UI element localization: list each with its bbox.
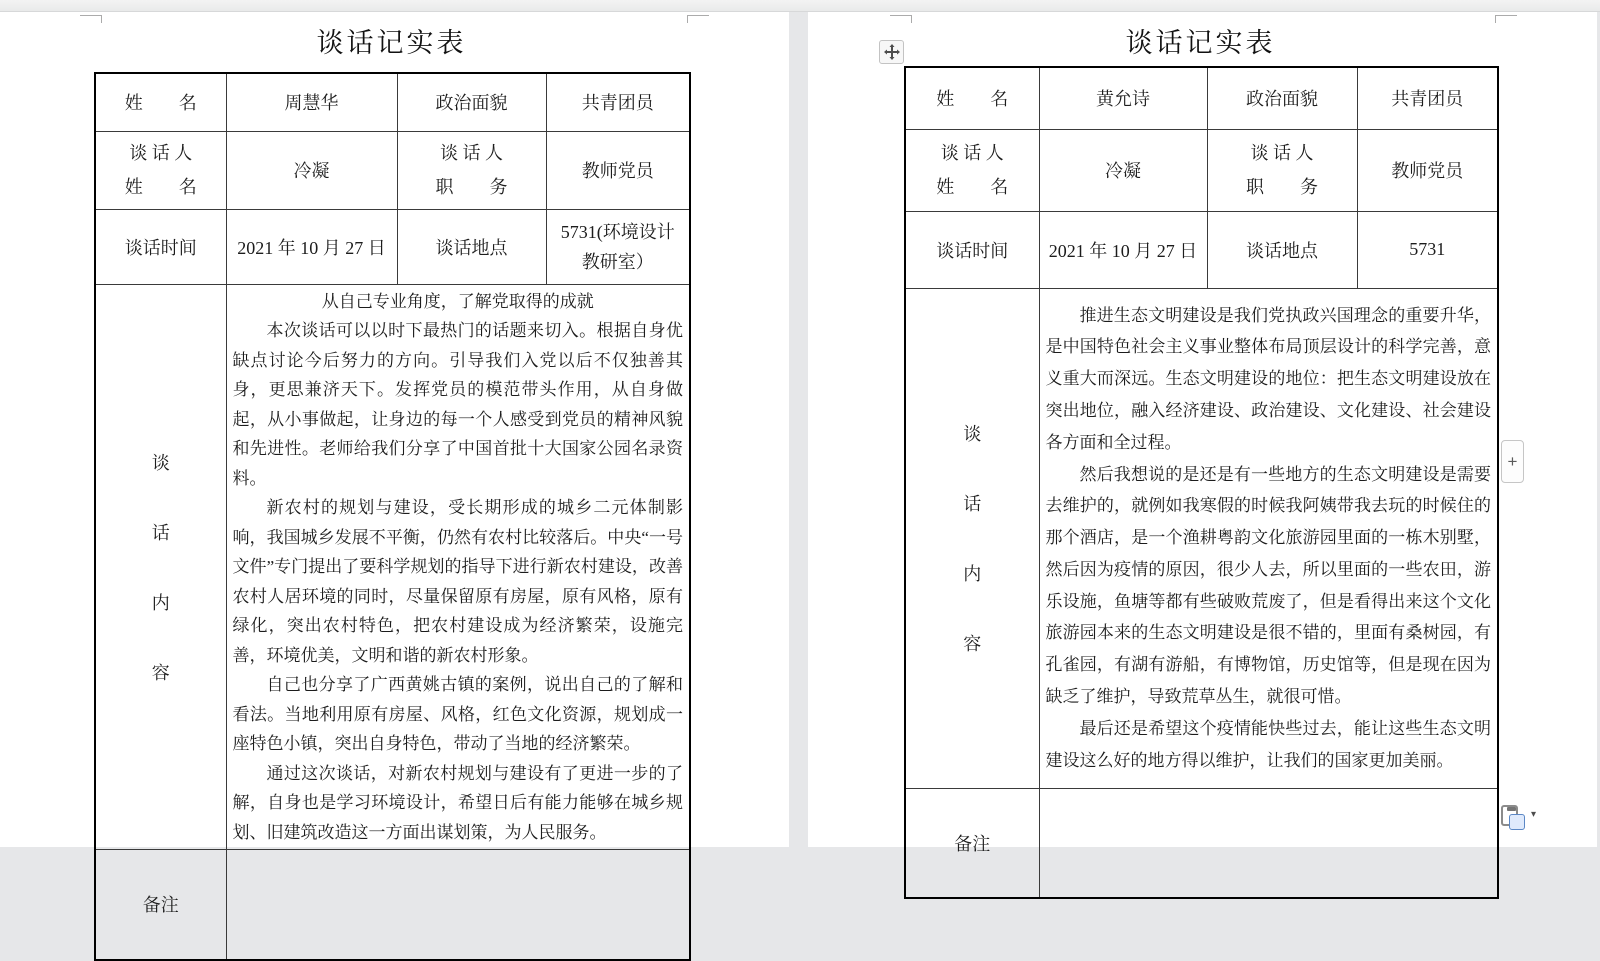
- interviewer-duty-value[interactable]: 教师党员: [1357, 129, 1498, 211]
- move-arrows-icon: [884, 44, 900, 60]
- content-paragraph[interactable]: 自己也分享了广西黄姚古镇的案例，说出自己的了解和看法。当地利用原有房屋、风格，红色文化资源，规划成一座特色小镇，突出自身特色，带动了当地的经济繁荣。: [232, 675, 683, 753]
- political-status-value[interactable]: 共青团员: [546, 73, 690, 131]
- table-row-content: [95, 284, 690, 850]
- content-paragraph[interactable]: 最后还是希望这个疫情能快些过去，能让这些生态文明建设这么好的地方得以维护，让我们的国家更加美丽。: [1045, 718, 1491, 770]
- content-paragraph[interactable]: 然后我想说的是还是有一些地方的生态文明建设是需要去维护的，就例如我寒假的时候我阿姨带我去玩的时候住的那个酒店，是一个渔耕粤韵文化旅游园里面的一栋木别墅，然后因为疫情的原因，很少人去，所以里面的一些农田，游乐设施，鱼塘等都有些破败荒废了，但是看得出来这个文化旅游园本来的生态文明建设是很不错的，里面有桑树园，有孔雀园，有湖有游船，有博物馆，历史馆等，但是现在因为缺乏了维护，导致荒草丛生，就很可惜。: [1045, 464, 1491, 707]
- table-row-remark: [905, 788, 1498, 898]
- table-row-interviewer: [905, 129, 1498, 211]
- table-move-handle[interactable]: [879, 40, 904, 64]
- political-status-label[interactable]: 政治面貌: [397, 73, 546, 131]
- talk-place-value[interactable]: 5731: [1357, 211, 1498, 288]
- clipboard-page-icon: [1509, 814, 1525, 830]
- interviewer-name-value[interactable]: 冷凝: [1039, 129, 1207, 211]
- content-paragraph[interactable]: 新农村的规划与建设，受长期形成的城乡二元体制影响，我国城乡发展不平衡，仍然有农村比较落后。中央“一号文件”专门提出了要科学规划的指导下进行新农村建设，改善农村人居环境的同时，尽量保留原有房屋，原有风格，原有绿化，突出农村特色，把农村建设成为经济繁荣，设施完善，环境优美，文明和谐的新农村形象。: [232, 498, 683, 665]
- remark-label[interactable]: 备注: [95, 850, 226, 960]
- interviewer-name-label[interactable]: 谈 话 人 姓 名: [95, 131, 226, 209]
- table-row-time-place: [95, 209, 690, 284]
- talk-place-label[interactable]: 谈话地点: [1207, 211, 1357, 288]
- political-status-value[interactable]: 共青团员: [1357, 67, 1498, 129]
- content-label[interactable]: 谈 话 内 容: [95, 284, 226, 850]
- interviewer-duty-value[interactable]: 教师党员: [546, 131, 690, 209]
- interviewer-name-label[interactable]: 谈 话 人 姓 名: [905, 129, 1039, 211]
- interviewer-duty-label[interactable]: 谈 话 人 职 务: [397, 131, 546, 209]
- remark-label[interactable]: 备注: [905, 788, 1039, 898]
- page-title[interactable]: 谈话记实表: [1125, 28, 1276, 58]
- table-row-content: [905, 288, 1498, 788]
- table-row-time-place: [905, 211, 1498, 288]
- political-status-label[interactable]: 政治面貌: [1207, 67, 1357, 129]
- talk-time-label[interactable]: 谈话时间: [905, 211, 1039, 288]
- name-value[interactable]: 黄允诗: [1039, 67, 1207, 129]
- add-row-button[interactable]: +: [1501, 440, 1524, 483]
- table-row-name: [905, 67, 1498, 129]
- margin-corner-mark: [1495, 15, 1517, 23]
- document-page-1: [0, 12, 789, 916]
- name-value[interactable]: 周慧华: [226, 73, 397, 131]
- page-title[interactable]: 谈话记实表: [316, 28, 467, 58]
- name-label[interactable]: 姓 名: [905, 67, 1039, 129]
- content-paragraph[interactable]: 通过这次谈话，对新农村规划与建设有了更进一步的了解，自身也是学习环境设计，希望日后有能力能够在城乡规划、旧建筑改造这一方面出谋划策，为人民服务。: [232, 763, 683, 842]
- talk-time-value[interactable]: 2021 年 10 月 27 日: [1039, 211, 1207, 288]
- talk-time-value[interactable]: 2021 年 10 月 27 日: [226, 209, 397, 284]
- interviewer-name-value[interactable]: 冷凝: [226, 131, 397, 209]
- name-label[interactable]: 姓 名: [95, 73, 226, 131]
- ribbon-bottom-edge: [0, 0, 1600, 12]
- content-paragraph[interactable]: 推进生态文明建设是我们党执政兴国理念的重要升华，是中国特色社会主义事业整体布局顶层设计的科学完善，意义重大而深远。生态文明建设的地位：把生态文明建设放在突出地位，融入经济建设、政治建设、文化建设、社会建设各方面和全过程。: [1045, 305, 1491, 452]
- talk-place-value[interactable]: 5731(环境设计教研室）: [546, 209, 690, 284]
- document-page-2: [808, 12, 1597, 854]
- content-paragraph[interactable]: 本次谈话可以以时下最热门的话题来切入。根据自身优缺点讨论今后努力的方向。引导我们入党以后不仅独善其身，更思兼济天下。发挥党员的模范带头作用，从自身做起，从小事做起，让身边的每一个人感受到党员的精神风貌和先进性。老师给我们分享了中国首批十大国家公园名录资料。: [232, 321, 683, 488]
- record-table: [904, 66, 1499, 899]
- interviewer-duty-label[interactable]: 谈 话 人 职 务: [1207, 129, 1357, 211]
- margin-corner-mark: [687, 15, 709, 23]
- content-text[interactable]: [1039, 288, 1498, 788]
- table-row-name: [95, 73, 690, 131]
- dropdown-arrow-icon: ▾: [1531, 809, 1537, 820]
- table-row-interviewer: [95, 131, 690, 209]
- content-text[interactable]: [226, 284, 690, 850]
- content-paragraph[interactable]: 从自己专业角度，了解党取得的成就: [321, 291, 594, 311]
- paste-options-button[interactable]: [1500, 801, 1544, 835]
- remark-value[interactable]: [1039, 788, 1498, 898]
- remark-value[interactable]: [226, 850, 690, 960]
- talk-time-label[interactable]: 谈话时间: [95, 209, 226, 284]
- talk-place-label[interactable]: 谈话地点: [397, 209, 546, 284]
- content-label[interactable]: 谈 话 内 容: [905, 288, 1039, 788]
- record-table: [94, 72, 691, 961]
- table-row-remark: [95, 850, 690, 960]
